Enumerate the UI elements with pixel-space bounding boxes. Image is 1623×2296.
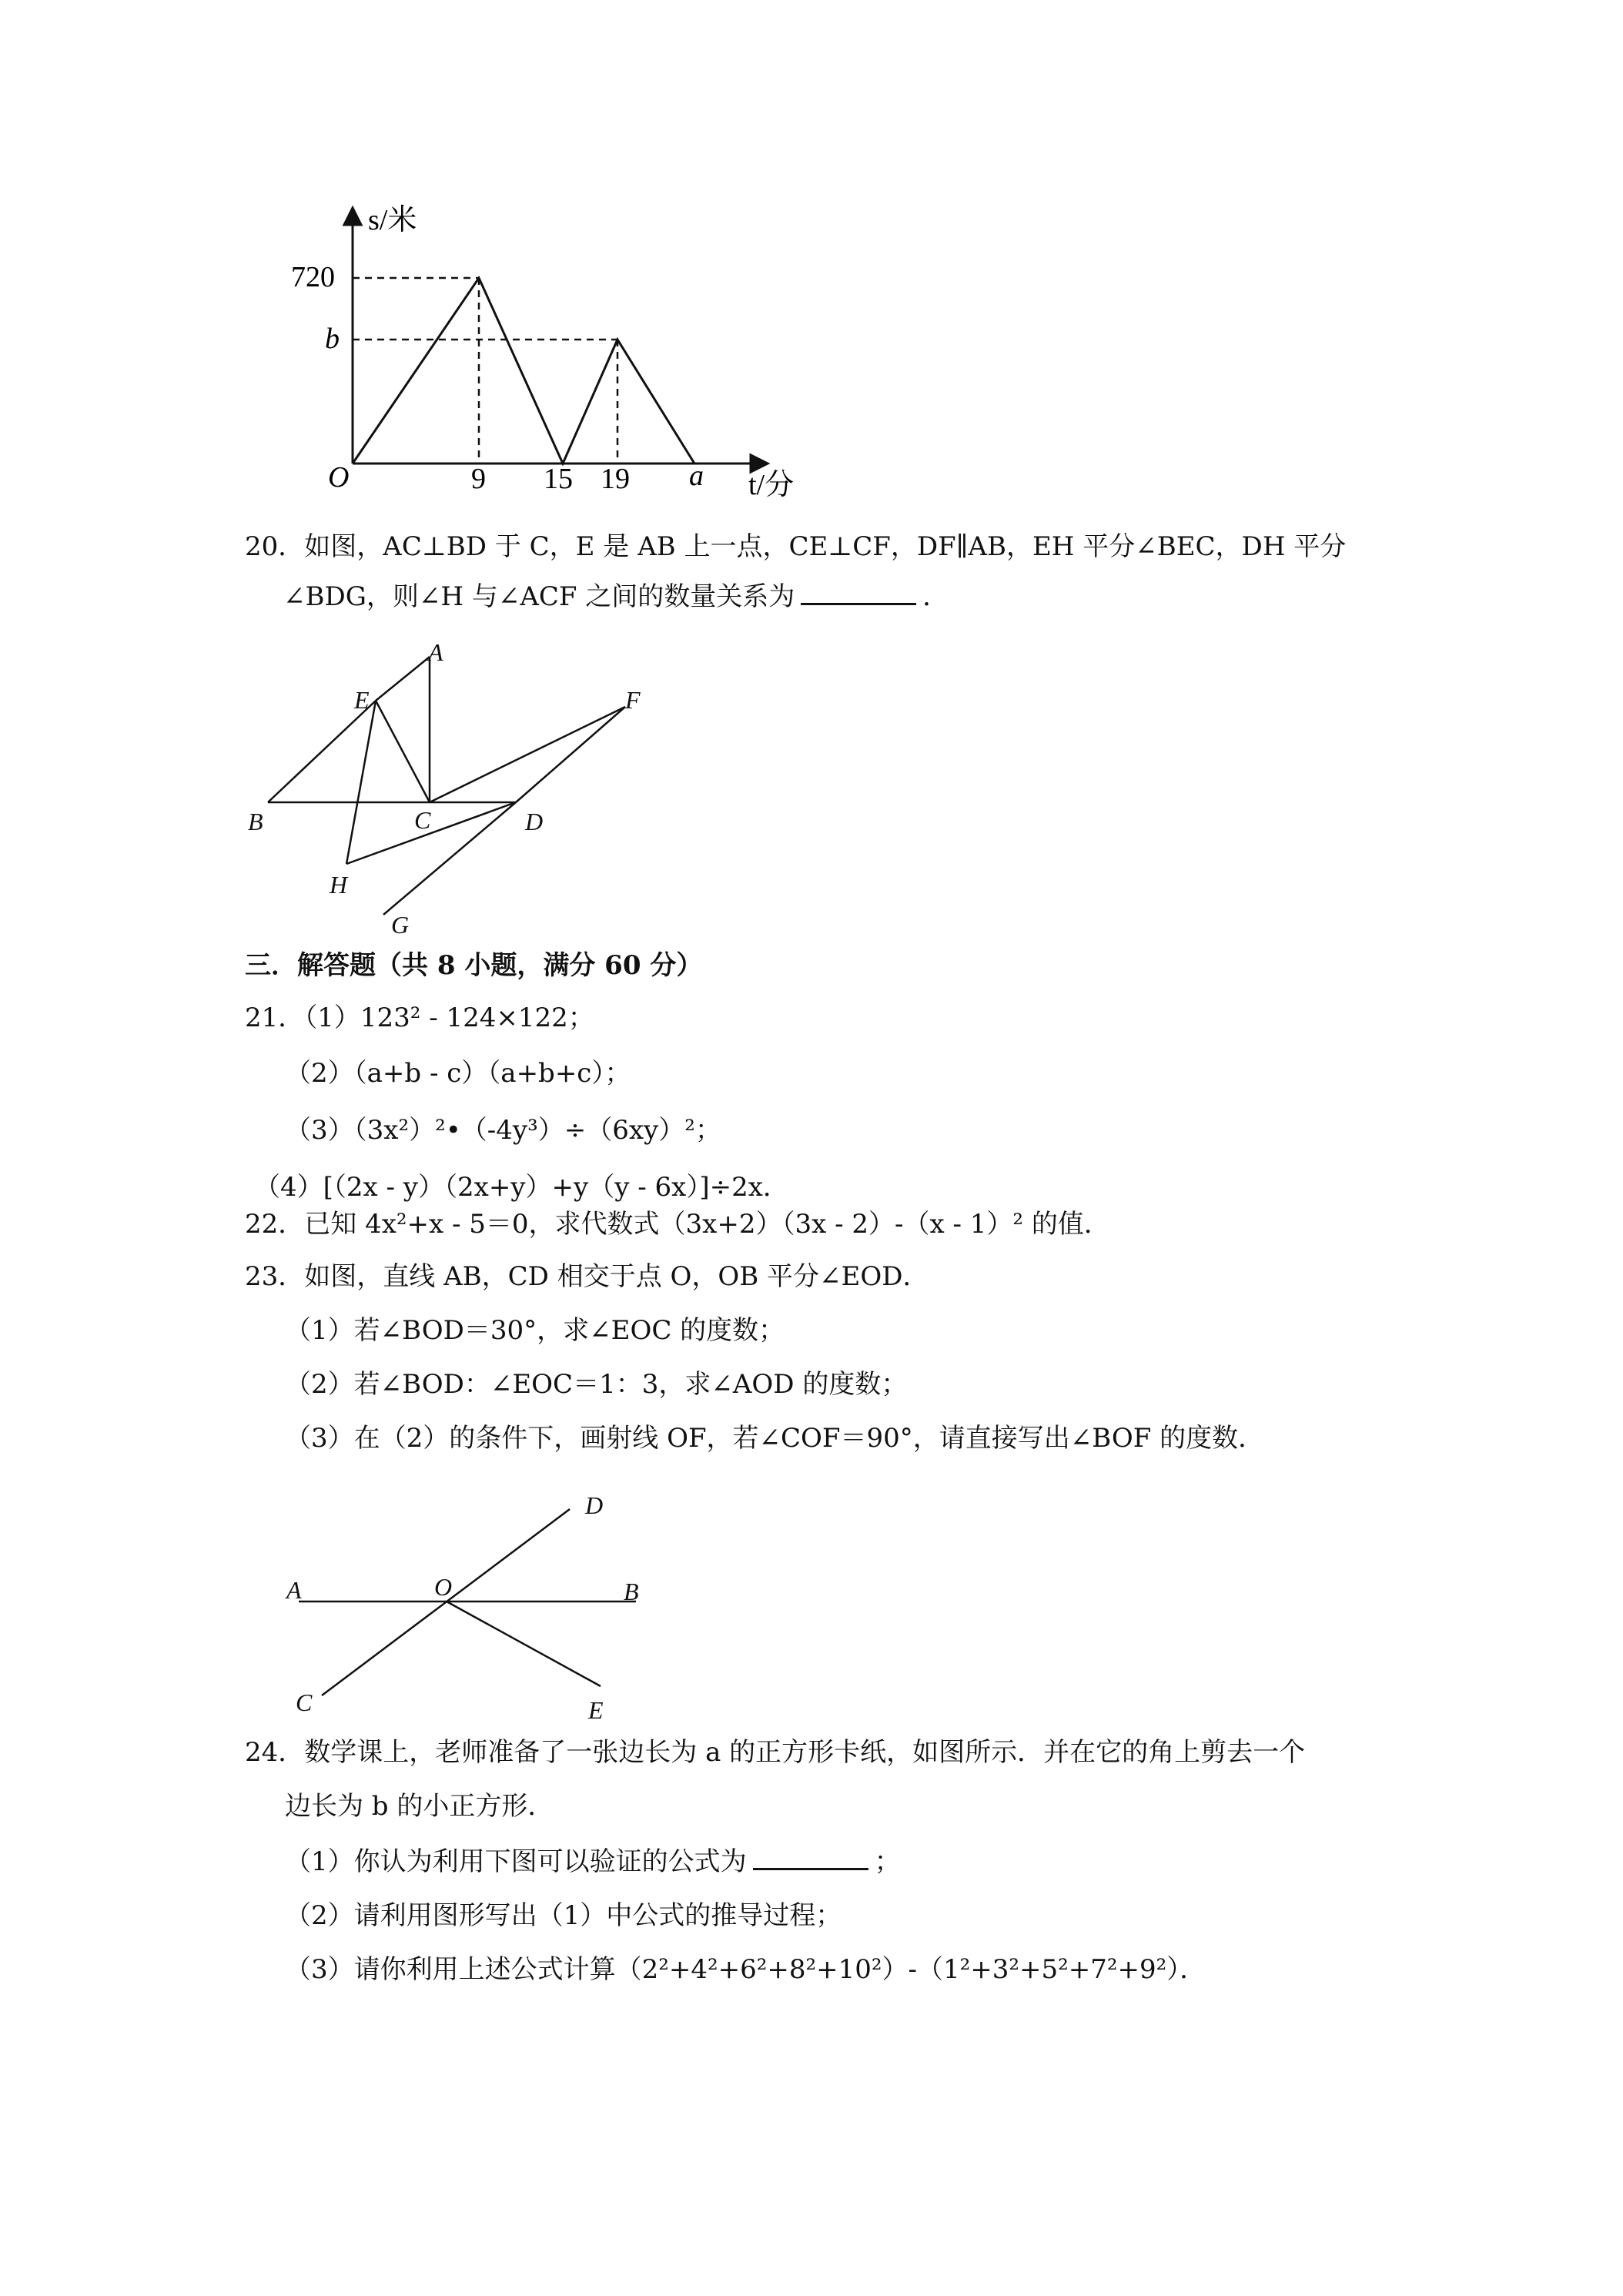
- q20-line1: [245, 530, 1346, 564]
- q20-label-H: H: [330, 871, 348, 899]
- q24-part1: [285, 1845, 901, 1879]
- q20-label-G: G: [391, 911, 410, 939]
- q24-line1: 24．数学课上，老师准备了一张边长为 a 的正方形卡纸，如图所示．并在它的角上剪去一个: [245, 1737, 1306, 1768]
- x-tick-9: 9: [471, 463, 486, 495]
- q21-line1: [245, 1001, 594, 1035]
- q20-label-F: F: [625, 686, 641, 714]
- q21-part3: （3）（3x²）²•（‐4y³）÷（6xy）²；: [285, 1115, 721, 1146]
- q23-stem: 23．如图，直线 AB，CD 相交于点 O，OB 平分∠EOD．: [245, 1261, 929, 1292]
- q20-label-C: C: [414, 806, 431, 834]
- q21-part1: （1）123² ‐ 124×122；: [304, 1002, 594, 1033]
- q20-line2: [283, 580, 949, 614]
- q21-number: 21．: [245, 1002, 305, 1033]
- q23-label-E: E: [588, 1696, 604, 1724]
- q24-part1-text: （1）你认为利用下图可以验证的公式为: [285, 1846, 747, 1877]
- q20-label-D: D: [525, 808, 544, 835]
- q20-line2-end: ．: [922, 581, 949, 612]
- q20-label-B: B: [248, 808, 263, 835]
- q20-number: 20．: [245, 531, 305, 562]
- q20-text-line1: 如图，AC⊥BD 于 C，E 是 AB 上一点，CE⊥CF，DF∥AB，EH 平分∠BEC，DH 平分: [304, 531, 1347, 562]
- q21-part4: （4）[（2x ‐ y）（2x+y）+y（y ‐ 6x）]÷2x．: [254, 1172, 789, 1203]
- y-tick-b: b: [325, 323, 340, 355]
- q23-label-A: A: [286, 1576, 302, 1604]
- q23-part1: （1）若∠BOD＝30°，求∠EOC 的度数；: [285, 1315, 785, 1346]
- x-tick-a: a: [689, 460, 704, 492]
- q20-label-A: A: [428, 638, 443, 666]
- q23-label-C: C: [296, 1689, 313, 1716]
- q20-answer-blank: [801, 580, 916, 605]
- q24-answer-blank: [753, 1845, 868, 1870]
- q24-part1-end: ；: [874, 1846, 901, 1877]
- y-axis-label: s/米: [368, 204, 417, 236]
- x-tick-15: 15: [544, 463, 573, 495]
- q20-text-line2: ∠BDG，则∠H 与∠ACF 之间的数量关系为: [283, 581, 795, 612]
- q23-label-B: B: [624, 1578, 639, 1605]
- distance-path: [353, 278, 694, 464]
- q23-label-O: O: [434, 1573, 453, 1601]
- x-axis-label: t/分: [748, 469, 795, 501]
- q24-part2: （2）请利用图形写出（1）中公式的推导过程；: [285, 1900, 842, 1931]
- q24-part3: （3）请你利用上述公式计算（2²+4²+6²+8²+10²）‐（1²+3²+5²+7²+9²）．: [285, 1954, 1206, 1985]
- q23-label-D: D: [585, 1491, 604, 1519]
- x-tick-19: 19: [601, 463, 630, 495]
- q20-label-E: E: [354, 686, 370, 714]
- q22-text: 22．已知 4x²+x ‐ 5＝0，求代数式（3x+2）（3x ‐ 2）‐（x ‐ 1）² 的值．: [245, 1209, 1110, 1240]
- section-3-heading: 三．解答题（共 8 小题，满分 60 分）: [245, 950, 703, 981]
- q23-part3: （3）在（2）的条件下，画射线 OF，若∠COF＝90°，请直接写出∠BOF 的度数．: [285, 1423, 1265, 1454]
- origin-label: O: [328, 461, 350, 494]
- q24-line2: 边长为 b 的小正方形．: [285, 1791, 554, 1822]
- y-tick-720: 720: [291, 261, 335, 293]
- q21-part2: （2）（a+b ‐ c）（a+b+c）；: [285, 1058, 631, 1089]
- q23-part2: （2）若∠BOD：∠EOC＝1：3，求∠AOD 的度数；: [285, 1369, 908, 1400]
